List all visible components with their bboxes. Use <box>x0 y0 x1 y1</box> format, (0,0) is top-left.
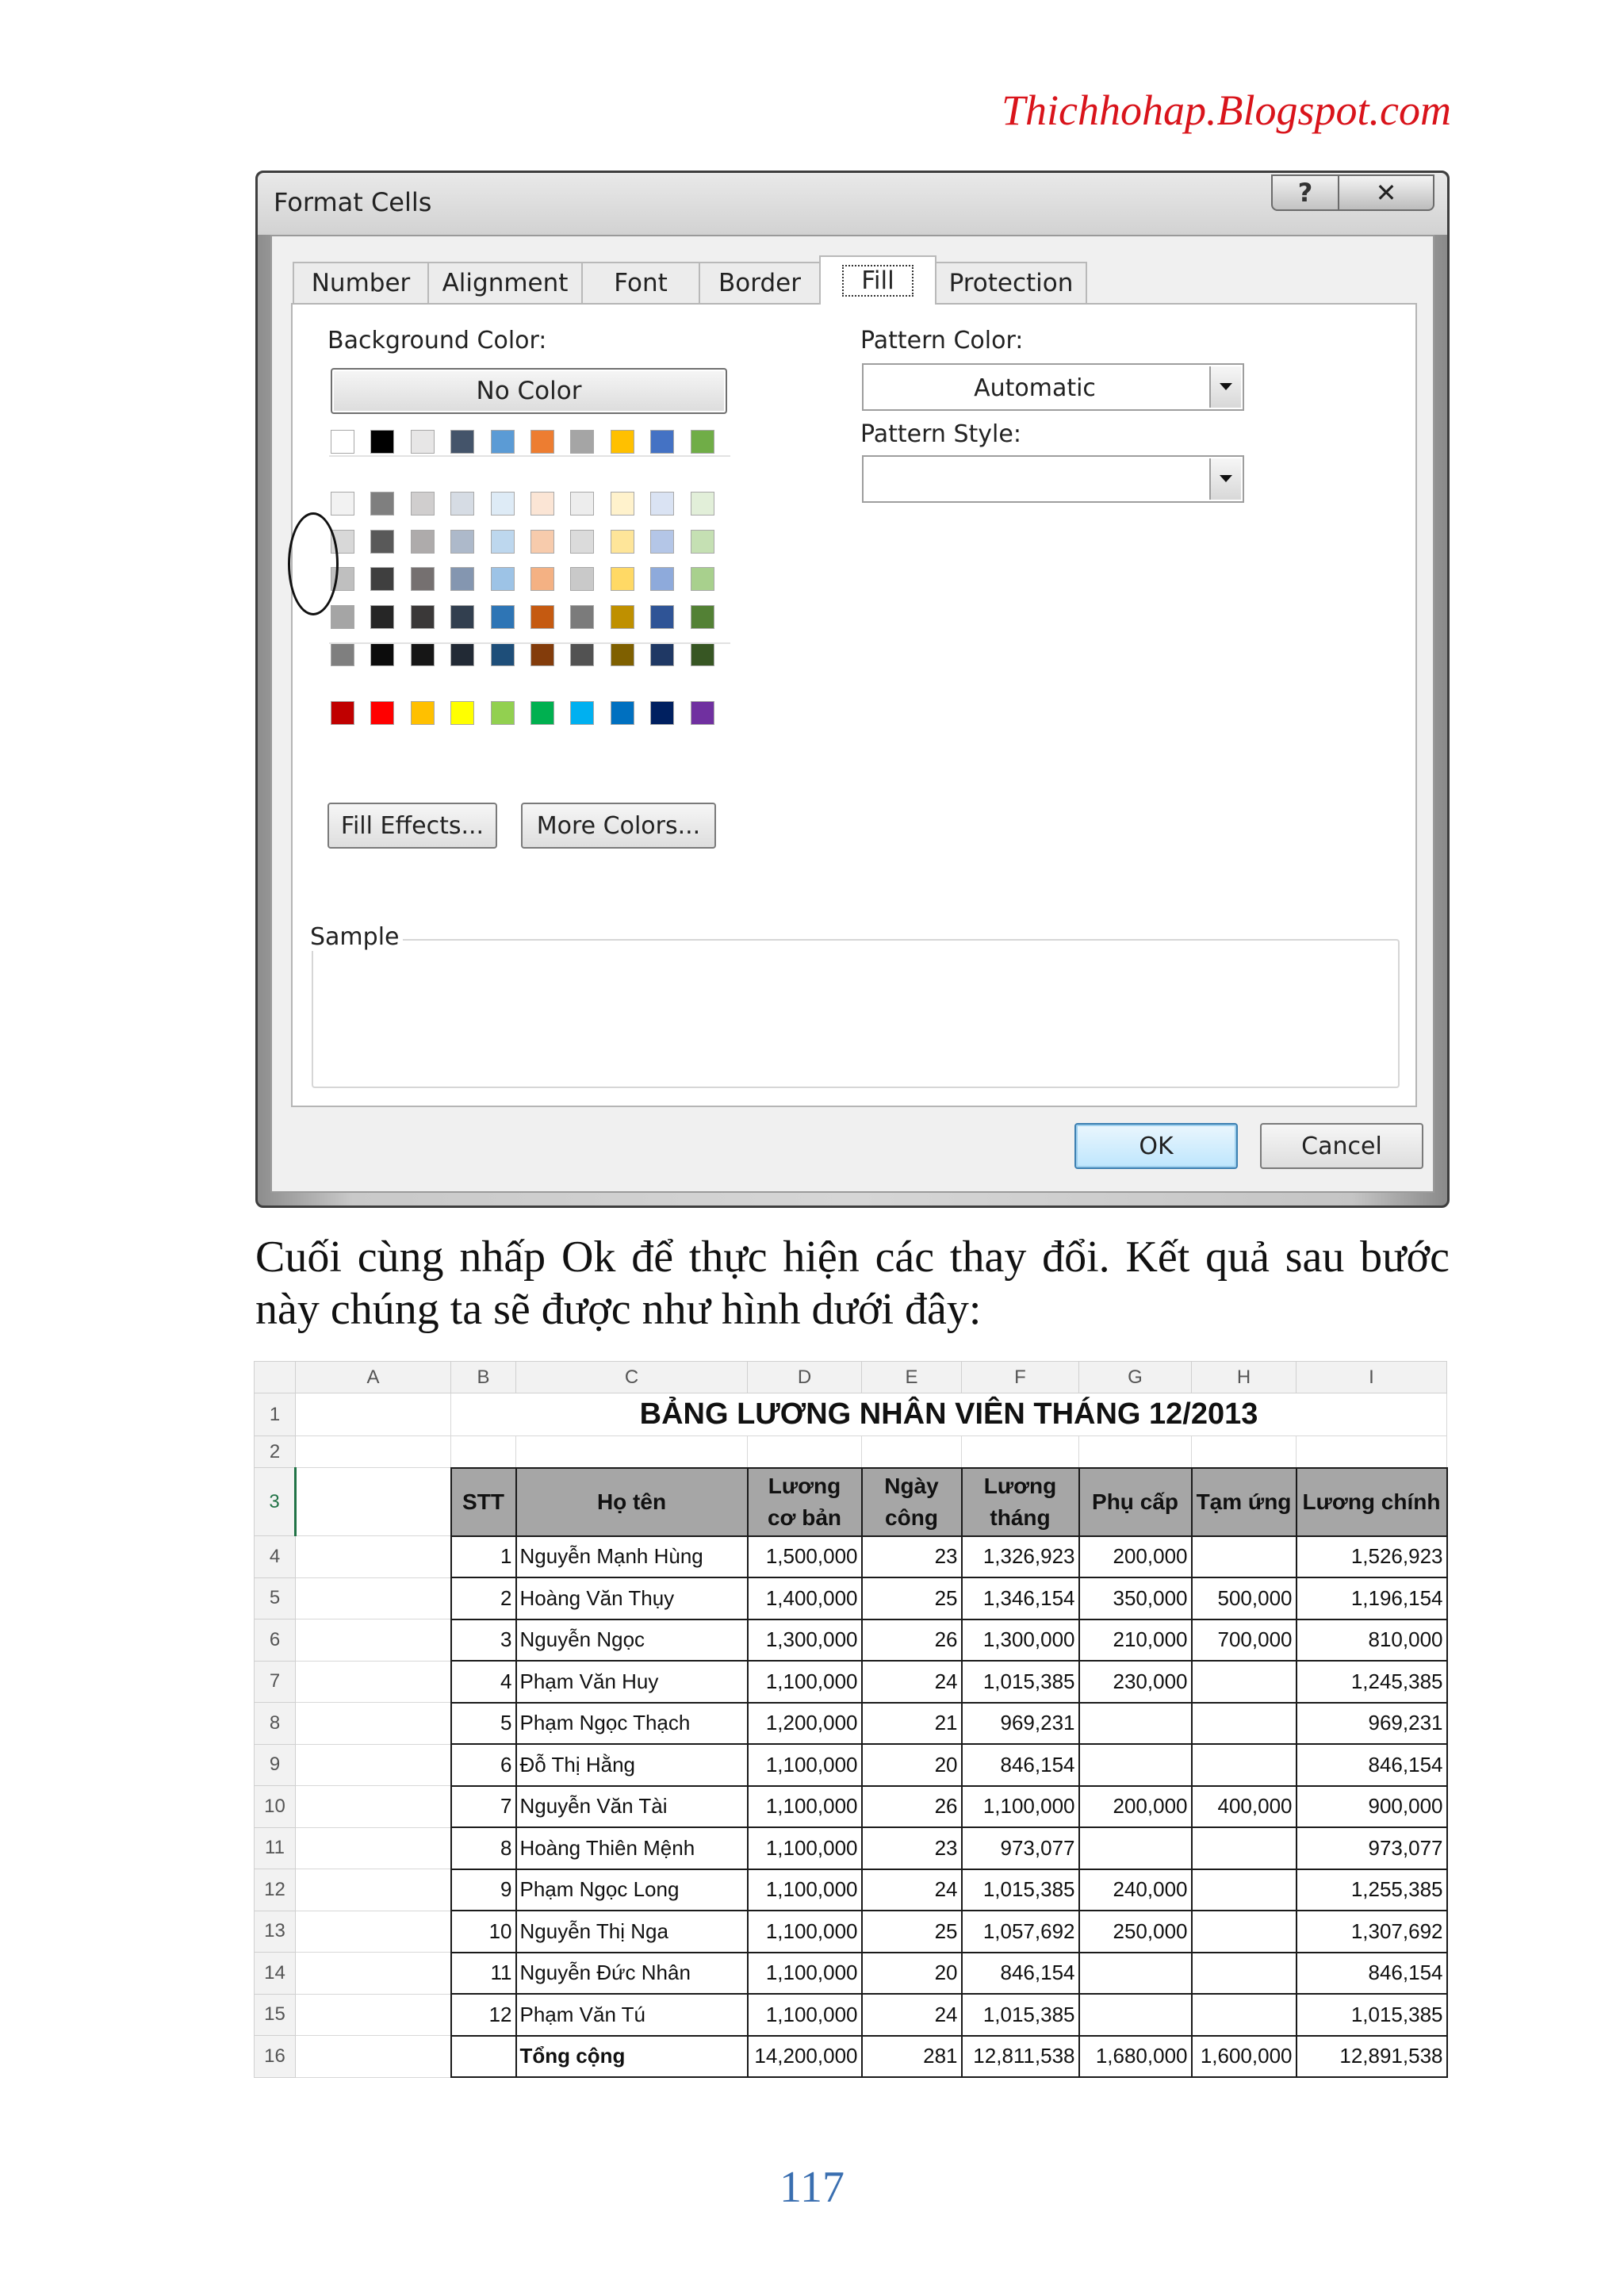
theme-color-swatch[interactable] <box>530 430 554 454</box>
tint-color-swatch[interactable] <box>411 530 435 554</box>
body-paragraph <box>255 1231 1450 1336</box>
value-cell[interactable]: 6 <box>451 1744 516 1786</box>
format-cells-dialog <box>255 171 1450 1208</box>
value-cell[interactable] <box>1192 1703 1297 1745</box>
cancel-button[interactable]: Cancel <box>1260 1123 1423 1169</box>
row-header[interactable]: 13 <box>255 1911 296 1953</box>
tint-color-swatch[interactable] <box>530 567 554 591</box>
cell[interactable] <box>296 1703 451 1745</box>
value-cell[interactable]: 846,154 <box>1297 1953 1447 1995</box>
row-header[interactable]: 14 <box>255 1953 296 1995</box>
value-cell[interactable]: 1,100,000 <box>748 1869 862 1911</box>
salary-table <box>254 1361 1448 2078</box>
column-header[interactable]: I <box>1297 1362 1447 1393</box>
tint-color-swatch[interactable] <box>691 530 714 554</box>
value-cell[interactable] <box>1079 1994 1192 2036</box>
value-cell[interactable]: 23 <box>862 1536 962 1578</box>
column-header-row <box>255 1362 1447 1393</box>
cell[interactable] <box>296 1827 451 1869</box>
theme-color-swatch[interactable] <box>611 430 634 454</box>
value-cell[interactable] <box>1079 1827 1192 1869</box>
value-cell[interactable]: 240,000 <box>1079 1869 1192 1911</box>
tint-color-swatch[interactable] <box>491 567 515 591</box>
palette-separator <box>329 455 730 457</box>
table-row <box>255 1703 1447 1745</box>
chevron-down-icon[interactable] <box>1209 458 1241 500</box>
value-cell[interactable]: 24 <box>862 1994 962 2036</box>
value-cell[interactable] <box>1192 1744 1297 1786</box>
tint-color-swatch[interactable] <box>611 530 634 554</box>
no-color-button[interactable]: No Color <box>331 368 727 414</box>
value-cell[interactable]: 20 <box>862 1744 962 1786</box>
more-colors-button[interactable]: More Colors... <box>521 803 716 849</box>
tint-color-swatch[interactable] <box>650 642 674 666</box>
value-cell[interactable]: 1,015,385 <box>1297 1994 1447 2036</box>
column-title[interactable]: Họ tên <box>516 1468 748 1536</box>
fill-effects-button[interactable]: Fill Effects... <box>327 803 497 849</box>
dialog-title: Format Cells <box>274 187 432 217</box>
column-header[interactable]: F <box>962 1362 1079 1393</box>
column-header[interactable]: D <box>748 1362 862 1393</box>
ok-button[interactable]: OK <box>1074 1123 1238 1169</box>
standard-color-swatch[interactable] <box>570 701 594 725</box>
value-cell[interactable]: 10 <box>451 1911 516 1953</box>
tint-color-swatch[interactable] <box>530 530 554 554</box>
value-cell[interactable]: 3 <box>451 1619 516 1662</box>
value-cell[interactable]: 1,100,000 <box>748 1994 862 2036</box>
tint-color-swatch[interactable] <box>611 605 634 629</box>
tab-font[interactable]: Font <box>581 262 700 303</box>
row-header[interactable]: 1 <box>255 1393 296 1436</box>
value-cell[interactable]: 230,000 <box>1079 1661 1192 1703</box>
value-cell[interactable]: 1,100,000 <box>748 1786 862 1828</box>
value-cell[interactable]: 1,015,385 <box>962 1661 1079 1703</box>
tab-alignment[interactable]: Alignment <box>427 262 583 303</box>
tint-color-swatch[interactable] <box>611 642 634 666</box>
value-cell[interactable]: 1,400,000 <box>748 1577 862 1619</box>
tab-protection[interactable]: Protection <box>935 262 1087 303</box>
tint-color-swatch[interactable] <box>491 605 515 629</box>
tint-color-swatch[interactable] <box>650 530 674 554</box>
value-cell[interactable]: 26 <box>862 1619 962 1662</box>
row-header[interactable]: 2 <box>255 1436 296 1468</box>
pattern-color-dropdown[interactable] <box>862 363 1244 411</box>
value-cell[interactable]: 1,100,000 <box>748 1953 862 1995</box>
cell[interactable] <box>296 1661 451 1703</box>
value-cell[interactable] <box>1192 1953 1297 1995</box>
cell[interactable] <box>296 1536 451 1578</box>
tint-color-swatch[interactable] <box>331 642 354 666</box>
table-row <box>255 1393 1447 1436</box>
standard-color-swatch[interactable] <box>450 701 474 725</box>
tint-color-swatch[interactable] <box>450 530 474 554</box>
tint-color-swatch[interactable] <box>691 567 714 591</box>
tint-color-swatch[interactable] <box>530 605 554 629</box>
tint-color-swatch[interactable] <box>570 605 594 629</box>
value-cell[interactable]: 250,000 <box>1079 1911 1192 1953</box>
cell[interactable] <box>1192 1436 1297 1468</box>
theme-color-swatch[interactable] <box>411 430 435 454</box>
standard-color-swatch[interactable] <box>691 701 714 725</box>
row-header[interactable]: 7 <box>255 1661 296 1703</box>
sample-preview <box>312 939 1400 1088</box>
value-cell[interactable]: 25 <box>862 1911 962 1953</box>
value-cell[interactable]: 1,200,000 <box>748 1703 862 1745</box>
value-cell[interactable]: 969,231 <box>1297 1703 1447 1745</box>
value-cell[interactable] <box>1079 1703 1192 1745</box>
cell[interactable] <box>296 1577 451 1619</box>
row-header[interactable]: 6 <box>255 1619 296 1662</box>
standard-color-swatch[interactable] <box>530 701 554 725</box>
pattern-color-value: Automatic <box>974 374 1096 402</box>
tint-color-swatch[interactable] <box>691 642 714 666</box>
sample-label: Sample <box>307 923 403 951</box>
tint-color-swatch[interactable] <box>450 642 474 666</box>
value-cell[interactable]: 210,000 <box>1079 1619 1192 1662</box>
value-cell[interactable]: 4 <box>451 1661 516 1703</box>
paragraph-line: Cuối cùng nhấp Ok để thực hiện các thay đổi. Kết quả sau bước <box>255 1232 1450 1282</box>
value-cell[interactable] <box>1192 1869 1297 1911</box>
column-header[interactable]: A <box>296 1362 451 1393</box>
cell[interactable] <box>296 1786 451 1828</box>
name-cell[interactable]: Nguyễn Văn Tài <box>516 1786 748 1828</box>
pattern-style-label: Pattern Style: <box>860 420 1021 448</box>
name-cell[interactable]: Nguyễn Ngọc <box>516 1619 748 1662</box>
table-row <box>255 1536 1447 1578</box>
name-cell[interactable]: Phạm Văn Huy <box>516 1661 748 1703</box>
value-cell[interactable]: 1,600,000 <box>1192 2036 1297 2078</box>
row-header[interactable]: 16 <box>255 2036 296 2078</box>
value-cell[interactable]: 200,000 <box>1079 1536 1192 1578</box>
theme-color-swatch[interactable] <box>331 430 354 454</box>
table-row <box>255 1436 1447 1468</box>
page-number: 117 <box>779 2163 845 2212</box>
value-cell[interactable]: 1,100,000 <box>962 1786 1079 1828</box>
table-row <box>255 1869 1447 1911</box>
tint-color-swatch[interactable] <box>650 567 674 591</box>
tint-color-swatch[interactable] <box>491 642 515 666</box>
value-cell[interactable]: 11 <box>451 1953 516 1995</box>
standard-color-swatch[interactable] <box>611 701 634 725</box>
theme-color-swatch[interactable] <box>491 430 515 454</box>
value-cell[interactable]: 2 <box>451 1577 516 1619</box>
row-header[interactable]: 9 <box>255 1744 296 1786</box>
value-cell[interactable]: 14,200,000 <box>748 2036 862 2078</box>
standard-color-swatch[interactable] <box>331 701 354 725</box>
cell[interactable] <box>296 1953 451 1995</box>
tint-color-swatch[interactable] <box>491 530 515 554</box>
value-cell[interactable]: 200,000 <box>1079 1786 1192 1828</box>
value-cell[interactable]: 1,680,000 <box>1079 2036 1192 2078</box>
table-row <box>255 1994 1447 2036</box>
standard-color-swatch[interactable] <box>411 701 435 725</box>
theme-color-swatch[interactable] <box>650 430 674 454</box>
value-cell[interactable]: 1,100,000 <box>748 1827 862 1869</box>
value-cell[interactable]: 25 <box>862 1577 962 1619</box>
value-cell[interactable]: 1,326,923 <box>962 1536 1079 1578</box>
fill-panel <box>291 303 1417 1107</box>
theme-color-swatch[interactable] <box>370 430 394 454</box>
value-cell[interactable]: 12 <box>451 1994 516 2036</box>
column-title[interactable]: Lương chính <box>1297 1468 1447 1536</box>
cell[interactable] <box>296 2036 451 2078</box>
tint-color-swatch[interactable] <box>331 492 354 516</box>
tint-color-swatch[interactable] <box>331 605 354 629</box>
cell[interactable] <box>1079 1436 1192 1468</box>
theme-color-swatch[interactable] <box>691 430 714 454</box>
name-cell[interactable]: Nguyễn Mạnh Hùng <box>516 1536 748 1578</box>
value-cell[interactable]: 23 <box>862 1827 962 1869</box>
tint-color-swatch[interactable] <box>370 567 394 591</box>
value-cell[interactable]: 810,000 <box>1297 1619 1447 1662</box>
tint-color-swatch[interactable] <box>650 492 674 516</box>
table-header-row <box>255 1468 1447 1536</box>
value-cell[interactable]: 20 <box>862 1953 962 1995</box>
tint-color-swatch[interactable] <box>411 605 435 629</box>
standard-color-swatch[interactable] <box>650 701 674 725</box>
value-cell[interactable]: 1,100,000 <box>748 1661 862 1703</box>
column-title[interactable]: Lương cơ bản <box>748 1468 862 1536</box>
name-cell[interactable]: Tổng cộng <box>516 2036 748 2078</box>
tint-color-swatch[interactable] <box>411 567 435 591</box>
table-row <box>255 1619 1447 1662</box>
cell[interactable] <box>296 1468 451 1536</box>
palette-separator <box>329 642 730 644</box>
table-row <box>255 1827 1447 1869</box>
value-cell[interactable]: 1,057,692 <box>962 1911 1079 1953</box>
name-cell[interactable]: Nguyễn Đức Nhân <box>516 1953 748 1995</box>
value-cell[interactable]: 1,100,000 <box>748 1744 862 1786</box>
cell[interactable] <box>296 1744 451 1786</box>
dialog-titlebar <box>258 173 1447 235</box>
value-cell[interactable]: 1 <box>451 1536 516 1578</box>
value-cell[interactable]: 1,346,154 <box>962 1577 1079 1619</box>
table-row <box>255 1577 1447 1619</box>
tint-color-swatch[interactable] <box>450 492 474 516</box>
table-row <box>255 1953 1447 1995</box>
help-button[interactable]: ? <box>1271 174 1339 211</box>
row-header[interactable]: 4 <box>255 1536 296 1578</box>
tint-color-swatch[interactable] <box>530 642 554 666</box>
pattern-color-label: Pattern Color: <box>860 327 1024 355</box>
cell[interactable] <box>862 1436 962 1468</box>
value-cell[interactable]: 1,255,385 <box>1297 1869 1447 1911</box>
tint-color-swatch[interactable] <box>370 530 394 554</box>
name-cell[interactable]: Phạm Ngọc Thạch <box>516 1703 748 1745</box>
name-cell[interactable]: Phạm Văn Tú <box>516 1994 748 2036</box>
chevron-down-icon[interactable] <box>1209 366 1241 408</box>
cell[interactable] <box>296 1393 451 1436</box>
name-cell[interactable]: Hoàng Văn Thụy <box>516 1577 748 1619</box>
value-cell[interactable]: 21 <box>862 1703 962 1745</box>
standard-color-swatch[interactable] <box>491 701 515 725</box>
value-cell[interactable]: 12,811,538 <box>962 2036 1079 2078</box>
cell[interactable] <box>516 1436 748 1468</box>
value-cell[interactable] <box>1079 1953 1192 1995</box>
tint-color-swatch[interactable] <box>570 642 594 666</box>
value-cell[interactable]: 400,000 <box>1192 1786 1297 1828</box>
row-header[interactable]: 11 <box>255 1827 296 1869</box>
row-header[interactable]: 12 <box>255 1869 296 1911</box>
paragraph-line: này chúng ta sẽ được như hình dưới đây: <box>255 1285 982 1334</box>
value-cell[interactable]: 350,000 <box>1079 1577 1192 1619</box>
value-cell[interactable]: 500,000 <box>1192 1577 1297 1619</box>
value-cell[interactable] <box>1192 1827 1297 1869</box>
dialog-body <box>270 235 1434 1193</box>
close-button[interactable]: ✕ <box>1338 174 1434 211</box>
table-row <box>255 1744 1447 1786</box>
value-cell[interactable] <box>1079 1744 1192 1786</box>
value-cell[interactable]: 1,015,385 <box>962 1994 1079 2036</box>
value-cell[interactable]: 1,245,385 <box>1297 1661 1447 1703</box>
tab-number[interactable]: Number <box>293 262 429 303</box>
value-cell[interactable]: 900,000 <box>1297 1786 1447 1828</box>
select-all-corner[interactable] <box>255 1362 296 1393</box>
row-header[interactable]: 15 <box>255 1994 296 2036</box>
name-cell[interactable]: Hoàng Thiên Mệnh <box>516 1827 748 1869</box>
value-cell[interactable]: 969,231 <box>962 1703 1079 1745</box>
tint-color-swatch[interactable] <box>411 492 435 516</box>
tint-color-swatch[interactable] <box>570 567 594 591</box>
value-cell[interactable] <box>1192 1536 1297 1578</box>
value-cell[interactable] <box>1192 1911 1297 1953</box>
value-cell[interactable]: 846,154 <box>962 1953 1079 1995</box>
theme-color-swatch[interactable] <box>450 430 474 454</box>
name-cell[interactable]: Đỗ Thị Hằng <box>516 1744 748 1786</box>
cell[interactable] <box>296 1436 451 1468</box>
table-row <box>255 1661 1447 1703</box>
value-cell[interactable]: 846,154 <box>1297 1744 1447 1786</box>
value-cell[interactable] <box>1192 1661 1297 1703</box>
tint-color-swatch[interactable] <box>450 567 474 591</box>
row-header[interactable]: 8 <box>255 1703 296 1745</box>
name-cell[interactable]: Nguyễn Thị Nga <box>516 1911 748 1953</box>
tab-fill-label: Fill <box>842 265 913 297</box>
tint-color-swatch[interactable] <box>691 492 714 516</box>
value-cell[interactable]: 12,891,538 <box>1297 2036 1447 2078</box>
value-cell[interactable]: 8 <box>451 1827 516 1869</box>
tint-color-swatch[interactable] <box>611 567 634 591</box>
tab-border[interactable]: Border <box>699 262 821 303</box>
cell[interactable] <box>962 1436 1079 1468</box>
site-header: Thichhohap.Blogspot.com <box>1002 86 1451 134</box>
column-header[interactable]: E <box>862 1362 962 1393</box>
value-cell[interactable] <box>451 2036 516 2078</box>
cell[interactable] <box>296 1994 451 2036</box>
tint-color-swatch[interactable] <box>570 530 594 554</box>
tint-color-swatch[interactable] <box>691 605 714 629</box>
background-color-label: Background Color: <box>327 327 547 355</box>
standard-color-swatch[interactable] <box>370 701 394 725</box>
pattern-style-dropdown[interactable] <box>862 455 1244 503</box>
column-header[interactable]: C <box>516 1362 748 1393</box>
value-cell[interactable]: 1,307,692 <box>1297 1911 1447 1953</box>
value-cell[interactable]: 9 <box>451 1869 516 1911</box>
column-title[interactable]: Tạm ứng <box>1192 1468 1297 1536</box>
cell[interactable] <box>296 1619 451 1662</box>
tint-color-swatch[interactable] <box>650 605 674 629</box>
tint-color-swatch[interactable] <box>411 642 435 666</box>
value-cell[interactable]: 973,077 <box>962 1827 1079 1869</box>
value-cell[interactable]: 26 <box>862 1786 962 1828</box>
tint-color-swatch[interactable] <box>570 492 594 516</box>
value-cell[interactable]: 1,100,000 <box>748 1911 862 1953</box>
column-header[interactable]: H <box>1192 1362 1297 1393</box>
tint-color-swatch[interactable] <box>370 492 394 516</box>
row-header[interactable]: 5 <box>255 1577 296 1619</box>
value-cell[interactable]: 700,000 <box>1192 1619 1297 1662</box>
value-cell[interactable]: 846,154 <box>962 1744 1079 1786</box>
cell[interactable] <box>296 1911 451 1953</box>
value-cell[interactable]: 1,300,000 <box>962 1619 1079 1662</box>
value-cell[interactable]: 1,015,385 <box>962 1869 1079 1911</box>
row-header[interactable]: 10 <box>255 1786 296 1828</box>
column-title[interactable]: Lương tháng <box>962 1468 1079 1536</box>
column-title[interactable]: Ngày công <box>862 1468 962 1536</box>
value-cell[interactable]: 1,300,000 <box>748 1619 862 1662</box>
cell[interactable] <box>748 1436 862 1468</box>
theme-color-swatch[interactable] <box>570 430 594 454</box>
value-cell[interactable]: 1,196,154 <box>1297 1577 1447 1619</box>
cell[interactable] <box>451 1436 516 1468</box>
cell[interactable] <box>296 1869 451 1911</box>
value-cell[interactable]: 7 <box>451 1786 516 1828</box>
tint-color-swatch[interactable] <box>370 642 394 666</box>
column-title[interactable]: Phụ cấp <box>1079 1468 1192 1536</box>
tint-color-swatch[interactable] <box>450 605 474 629</box>
tint-color-swatch[interactable] <box>370 605 394 629</box>
value-cell[interactable]: 281 <box>862 2036 962 2078</box>
cell[interactable] <box>1297 1436 1447 1468</box>
value-cell[interactable]: 1,526,923 <box>1297 1536 1447 1578</box>
table-row <box>255 1911 1447 1953</box>
value-cell[interactable] <box>1192 1994 1297 2036</box>
value-cell[interactable]: 5 <box>451 1703 516 1745</box>
value-cell[interactable]: 24 <box>862 1869 962 1911</box>
sheet-title[interactable]: BẢNG LƯƠNG NHÂN VIÊN THÁNG 12/2013 <box>451 1393 1447 1436</box>
name-cell[interactable]: Phạm Ngọc Long <box>516 1869 748 1911</box>
value-cell[interactable]: 973,077 <box>1297 1827 1447 1869</box>
column-header[interactable]: B <box>451 1362 516 1393</box>
tint-color-swatch[interactable] <box>530 492 554 516</box>
tint-color-swatch[interactable] <box>611 492 634 516</box>
value-cell[interactable]: 24 <box>862 1661 962 1703</box>
total-row <box>255 2036 1447 2078</box>
table-row <box>255 1786 1447 1828</box>
selection-highlight-circle <box>288 512 339 615</box>
tint-color-swatch[interactable] <box>491 492 515 516</box>
spreadsheet <box>254 1361 1448 2078</box>
column-header[interactable]: G <box>1079 1362 1192 1393</box>
tab-fill[interactable] <box>819 255 936 305</box>
value-cell[interactable]: 1,500,000 <box>748 1536 862 1578</box>
column-title[interactable]: STT <box>451 1468 516 1536</box>
row-header[interactable]: 3 <box>255 1468 296 1536</box>
